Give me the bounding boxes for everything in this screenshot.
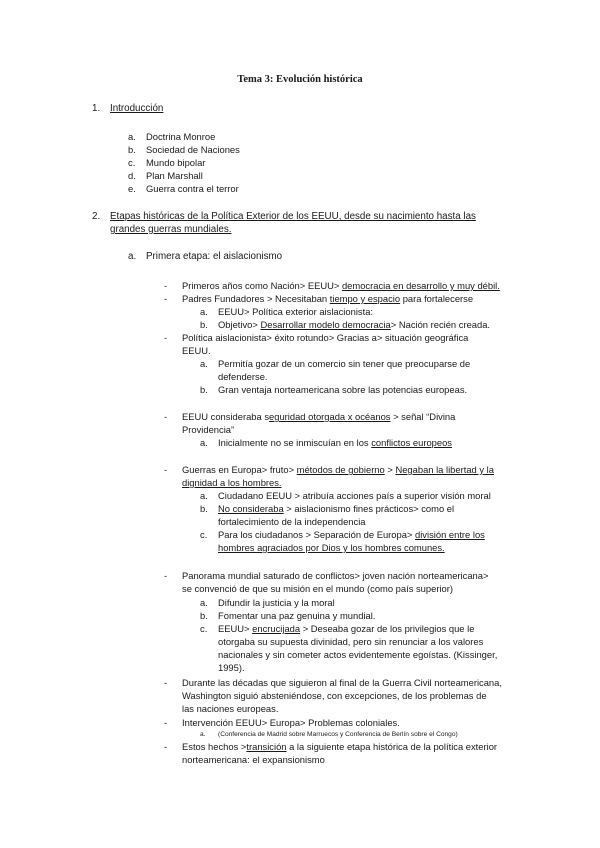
list-item: (Conferencia de Madrid sobre Marruecos y Conferencia de Berlín sobre el Congo) bbox=[218, 731, 458, 738]
list-item: Inicialmente no se inmiscuían en los conflictos europeos bbox=[218, 437, 452, 448]
bullet-line: Guerras en Europa> fruto> métodos de gobierno > Negaban la libertad y la bbox=[182, 464, 494, 475]
list-item: Mundo bipolar bbox=[146, 157, 206, 168]
list-item: No consideraba > aislacionismo fines prácticos> como el bbox=[218, 503, 455, 514]
list-item: Objetivo> Desarrollar modelo democracia> Nación recién creada. bbox=[218, 319, 491, 330]
subsection-heading: Primera etapa: el aislacionismo bbox=[146, 251, 283, 262]
list-marker: a. bbox=[200, 437, 208, 448]
dash-marker: - bbox=[164, 570, 168, 581]
bullet-line: Intervención EEUU> Europa> Problemas coloniales. bbox=[182, 717, 400, 728]
list-marker: b. bbox=[200, 384, 208, 395]
bullet-line: EEUU consideraba seguridad otorgada x océanos > señal “Divina bbox=[182, 411, 456, 422]
section-number: 1. bbox=[92, 103, 101, 114]
list-marker: a. bbox=[200, 490, 208, 501]
bullet-line: Panorama mundial saturado de conflictos> joven nación norteamericana> bbox=[182, 570, 489, 581]
list-item: Doctrina Monroe bbox=[146, 131, 216, 142]
list-item: EEUU> Política exterior aislacionista: bbox=[218, 306, 374, 317]
dash-marker: - bbox=[164, 464, 168, 475]
list-marker: a. bbox=[200, 731, 206, 738]
dash-marker: - bbox=[164, 411, 168, 422]
dash-marker: - bbox=[164, 280, 168, 291]
bullet-line-cont: las naciones europeas. bbox=[182, 703, 279, 714]
list-marker: b. bbox=[128, 144, 136, 155]
list-item: Permitía gozar de un comercio sin tener que preocuparse de bbox=[218, 358, 471, 369]
section-heading-cont: grandes guerras mundiales. bbox=[110, 224, 232, 235]
bullet-line-cont: dignidad a los hombres. bbox=[182, 477, 282, 488]
dash-marker: - bbox=[164, 677, 168, 688]
list-item: Guerra contra el terror bbox=[146, 183, 239, 194]
list-item-cont: hombres agraciados por Dios y los hombres comunes. bbox=[218, 542, 445, 553]
dash-marker: - bbox=[164, 717, 168, 728]
bullet-line: Durante las décadas que siguieron al final de la Guerra Civil norteamericana, bbox=[182, 677, 502, 688]
list-item: Ciudadano EEUU > atribuía acciones país a superior visión moral bbox=[218, 490, 491, 501]
page-title: Tema 3: Evolución histórica bbox=[237, 74, 363, 85]
list-item: Para los ciudadanos > Separación de Europa> división entre los bbox=[218, 529, 485, 540]
section-number: 2. bbox=[92, 211, 101, 222]
bullet-line-cont: Washington siguió absteniéndose, con excepciones, de los problemas de bbox=[182, 690, 487, 701]
list-item-cont: 1995). bbox=[218, 662, 245, 673]
list-item-cont: fortalecimiento de la independencia bbox=[218, 516, 366, 527]
list-item-cont: nacionales y sin cometer actos evidentemente egoístas. (Kissinger, bbox=[218, 649, 498, 660]
list-marker: c. bbox=[128, 157, 136, 168]
section-heading: Introducción bbox=[110, 103, 164, 114]
list-item: Fomentar una paz genuina y mundial. bbox=[218, 610, 376, 621]
list-marker: b. bbox=[200, 503, 208, 514]
dash-marker: - bbox=[164, 741, 168, 752]
list-item: Sociedad de Naciones bbox=[146, 144, 240, 155]
bullet-line-cont: se convenció de que su misión en el mundo (como país superior) bbox=[182, 583, 453, 594]
dash-marker: - bbox=[164, 293, 168, 304]
bullet-line: Primeros años como Nación> EEUU> democracia en desarrollo y muy débil. bbox=[182, 280, 500, 291]
list-item: Difundir la justicia y la moral bbox=[218, 597, 335, 608]
bullet-line-cont: EEUU. bbox=[182, 345, 211, 356]
list-marker: d. bbox=[128, 170, 136, 181]
dash-marker: - bbox=[164, 332, 168, 343]
list-item: Gran ventaja norteamericana sobre las potencias europeas. bbox=[218, 384, 468, 395]
section-heading: Etapas históricas de la Política Exterior de los EEUU, desde su nacimiento hasta las bbox=[110, 211, 476, 222]
list-marker: a. bbox=[200, 358, 208, 369]
list-marker: a. bbox=[128, 251, 137, 262]
bullet-line: Política aislacionista> éxito rotundo> Gracias a> situación geográfica bbox=[182, 332, 469, 343]
bullet-line-cont: Providencia” bbox=[182, 424, 235, 435]
list-marker: e. bbox=[128, 183, 136, 194]
list-marker: a. bbox=[200, 306, 208, 317]
bullet-line-cont: norteamericana: el expansionismo bbox=[182, 754, 325, 765]
list-item: EEUU> encrucijada > Deseaba gozar de los privilegios que le bbox=[218, 623, 475, 634]
list-marker: a. bbox=[200, 597, 208, 608]
list-marker: c. bbox=[200, 623, 208, 634]
bullet-line: Padres Fundadores > Necesitaban tiempo y espacio para fortalecerse bbox=[182, 293, 474, 304]
list-item-cont: defenderse. bbox=[218, 371, 268, 382]
list-item-cont: otorgaba su supuesta divinidad, pero sin renunciar a los valores bbox=[218, 636, 484, 647]
bullet-line: Estos hechos >transición a la siguiente etapa histórica de la política exterior bbox=[182, 741, 498, 752]
list-marker: b. bbox=[200, 610, 208, 621]
list-item: Plan Marshall bbox=[146, 170, 203, 181]
list-marker: c. bbox=[200, 529, 208, 540]
list-marker: a. bbox=[128, 131, 136, 142]
list-marker: b. bbox=[200, 319, 208, 330]
